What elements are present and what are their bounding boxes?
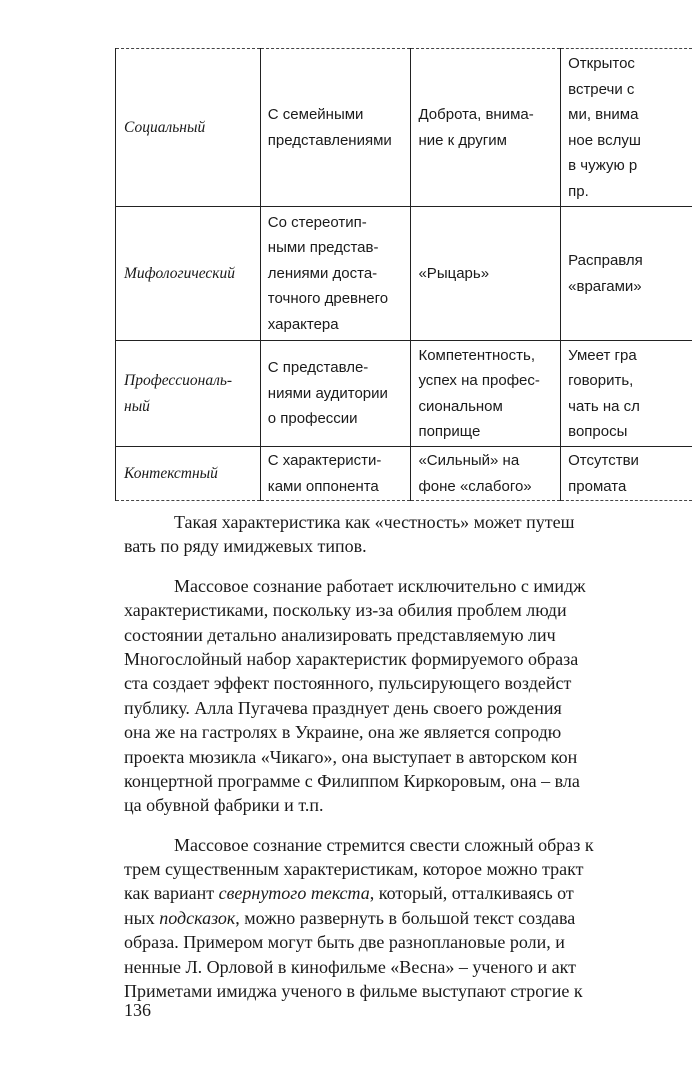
text-line: Такая характеристика как «честность» может путеш — [174, 512, 575, 532]
quality-cell: «Рыцарь» — [411, 207, 561, 341]
quality-cell: Компетентность, успех на профес- сиональном поприще — [411, 341, 561, 447]
text-line: она же на гастролях в Украине, она же является сопродю — [124, 722, 562, 743]
text-line: образа. Примером могут быть две разноплановые роли, и — [124, 932, 565, 953]
text-line: вать по ряду имиджевых типов. — [124, 536, 367, 557]
association-cell: Со стереотип- ными представ- лениями доста- точного древнего характера — [260, 207, 411, 341]
emphasis: свернутого текста — [218, 883, 370, 904]
text-line: состоянии детально анализировать представляемую лич — [124, 624, 556, 645]
behavior-cell: Открытос встречи с ми, внима ное вслуш в чужую р пр. — [561, 49, 692, 207]
paragraph-gap — [124, 559, 692, 574]
text-line: Массовое сознание стремится свести сложный образ к — [174, 834, 594, 855]
type-cell: Социальный — [116, 49, 261, 207]
table-row — [116, 341, 692, 447]
type-cell: Контекстный — [116, 447, 261, 501]
association-cell: С характеристи- ками оппонента — [260, 447, 411, 501]
quality-cell: «Сильный» на фоне «слабого» — [411, 447, 561, 501]
type-cell: Мифологический — [116, 207, 261, 341]
text-line: трем существенным характеристикам, которое можно тракт — [124, 859, 584, 880]
text-line: проекта мюзикла «Чикаго», она выступает в авторском кон — [124, 746, 578, 767]
table-row — [116, 447, 692, 501]
text-line: ста создает эффект постоянного, пульсирующего воздейст — [124, 673, 572, 694]
table-row — [116, 49, 692, 207]
text-line: Многослойный набор характеристик формируемого образа — [124, 648, 579, 669]
text-line: Массовое сознание работает исключительно с имидж — [174, 575, 586, 596]
text-line: ца обувной фабрики и т.п. — [124, 795, 324, 816]
paragraph-gap — [124, 818, 692, 833]
association-cell: С семейными представлениями — [260, 49, 411, 207]
text-line: характеристиками, поскольку из-за обилия проблем люди — [124, 600, 567, 621]
behavior-cell: Отсутстви промата — [561, 447, 692, 501]
text-line: как вариант свернутого текста, который, отталкиваясь от — [124, 883, 574, 904]
association-cell: С представле- ниями аудитории о профессии — [260, 341, 411, 447]
text-line: ненные Л. Орловой в кинофильме «Весна» – ученого и акт — [124, 956, 576, 977]
image-types-table — [115, 48, 692, 501]
type-cell: Профессиональ- ный — [116, 341, 261, 447]
table-row — [116, 207, 692, 341]
quality-cell: Доброта, внима- ние к другим — [411, 49, 561, 207]
text-line: концертной программе с Филиппом Киркоровым, она – вла — [124, 770, 580, 791]
body-text — [124, 510, 692, 1003]
text-line: публику. Алла Пугачева празднует день своего рождения — [124, 697, 562, 718]
page-number: 136 — [124, 1000, 151, 1020]
behavior-cell: Расправля «врагами» — [561, 207, 692, 341]
text-line: Приметами имиджа ученого в фильме выступают строгие к — [124, 981, 583, 1002]
behavior-cell: Умеет гра говорить, чать на сл вопросы — [561, 341, 692, 447]
emphasis: подсказок — [159, 907, 236, 928]
text-line: ных подсказок, можно развернуть в большой текст создава — [124, 907, 576, 928]
